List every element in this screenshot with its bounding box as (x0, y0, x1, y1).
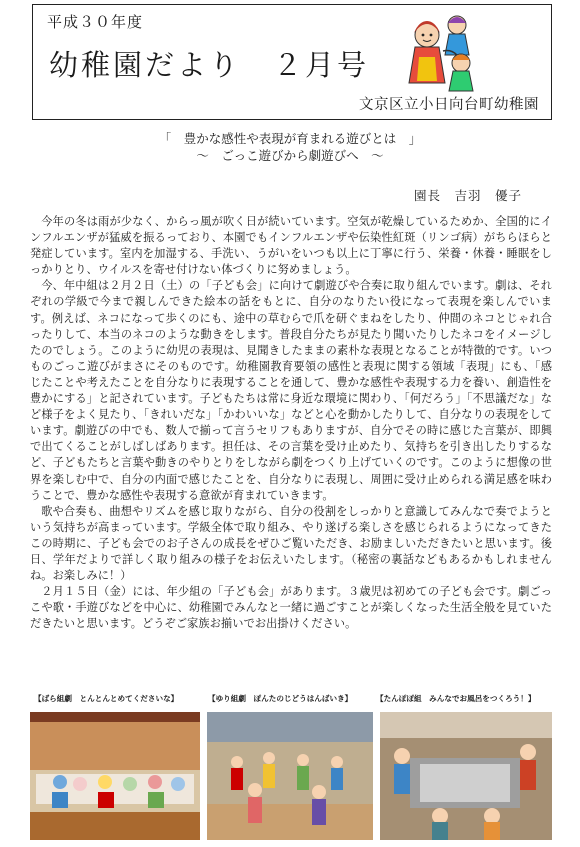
photo-caption: 【たんぽぽ組 みんなでお風呂をつくろう！】 (376, 694, 536, 703)
fiscal-year: 平成３０年度 (47, 13, 144, 31)
children-dancing-photo-icon (207, 712, 373, 840)
children-performance-photo-icon (30, 712, 200, 840)
paragraph: 歌や合奏も、曲想やリズムを感じ取りながら、自分の役割をしっかりと意識してみんなで奏でようという気持ちが高まっています。学級全体で取り組み、やり遂げる楽しさを感じられるようになってきたこの時期に、子ども会でのお子さんの成長をぜひご覧いただき、お励ましいただきたいと思います。後日、学年だよりで詳しく取り組みの様子をお伝えいたします。（秘密の裏話などもあるかもしれませんね。お楽しみに！） (30, 504, 552, 583)
children-mascot-illustration-icon (397, 7, 483, 95)
theme-block (0, 130, 580, 164)
article-body (30, 214, 552, 632)
newsletter-title: 幼稚園だより ２月号 (49, 48, 370, 82)
school-name: 文京区立小日向台町幼稚園 (359, 97, 539, 113)
principal-name: 園長 吉羽 優子 (413, 188, 522, 203)
photo-caption: 【ばら組劇 とんとんとめてくださいな】 (34, 694, 179, 703)
paragraph: 今、年中組は２月２日（土）の「子ども会」に向けて劇遊びや合奏に取り組んでいます。劇は、それぞれの学級で今まで親しんできた絵本の話をもとに、自分のなりたい役になって表現を楽しんでいます。例えば、ネコになって歩くのにも、途中の草むらで爪を研ぐまねをしたり、仲間のネコとじゃれ合ったりして、本当のネコのような動きをします。普段自分たちが見たり聞いたりしたネコをイメージしたのでしょう。このように幼児の表現は、見聞きしたままの素朴な表現となることが特徴的です。いつものごっこ遊びがまさにそのものです。幼稚園教育要領の感性と表現に関する領域「表現」にも、「感じたことや考えたことを自分なりに表現することを通して、豊かな感性や表現する力を養い、創造性を豊かにする」と記されています。子どもたちは常に身近な環境に関わり、「何だろう」「不思議だな」など様子をよく見たり、「きれいだな」「かわいいな」などと心を動かしたりして、自分なりの表現をしています。劇遊びの中でも、数人で揃って言うセリフもありますが、自分でその時に感じた言葉が、即興で出てくることがしばしばあります。担任は、その言葉を受け止めたり、気持ちを引き出したりするなど、子どもたちと言葉や動きのやりとりをしながら劇をつくり上げていくのです。このように想像の世界を楽しむ中で、自分の内面で感じたことを、自分なりに表現し、周囲に受け止められる満足感を味わうことで、豊かな感性や表現する意欲が育まれていきます。 (30, 279, 552, 502)
paragraph: ２月１５日（金）には、年少組の「子ども会」があります。３歳児は初めての子ども会です。劇ごっこや歌・手遊びなどを中心に、幼稚園でみんなと一緒に過ごすことが楽しくなった生活全般を見ていただきたいと思います。どうぞご家族お揃いでお出掛けください。 (30, 585, 552, 631)
theme-subheading: ～ ごっこ遊びから劇遊びへ ～ (196, 148, 384, 163)
newsletter-header (32, 4, 552, 120)
children-playing-photo-icon (380, 712, 552, 840)
paragraph: 今年の冬は雨が少なく、からっ風が吹く日が続いています。空気が乾燥しているためか、全国的にインフルエンザが猛威を振るっており、本園でもインフルエンザや伝染性紅斑（リンゴ病）がちらほらと発症しています。室内を加湿する、手洗い、うがいをいつも以上に丁寧に行う、栄養・休養・睡眠をしっかりとり、ウイルスを寄せ付けない体づくりに努めましょう。 (30, 215, 552, 277)
photo-caption: 【ゆり組劇 ぽんたのじどうはんばいき】 (208, 694, 353, 703)
theme-heading: 「 豊かな感性や表現が育まれる遊びとは 」 (158, 131, 422, 146)
